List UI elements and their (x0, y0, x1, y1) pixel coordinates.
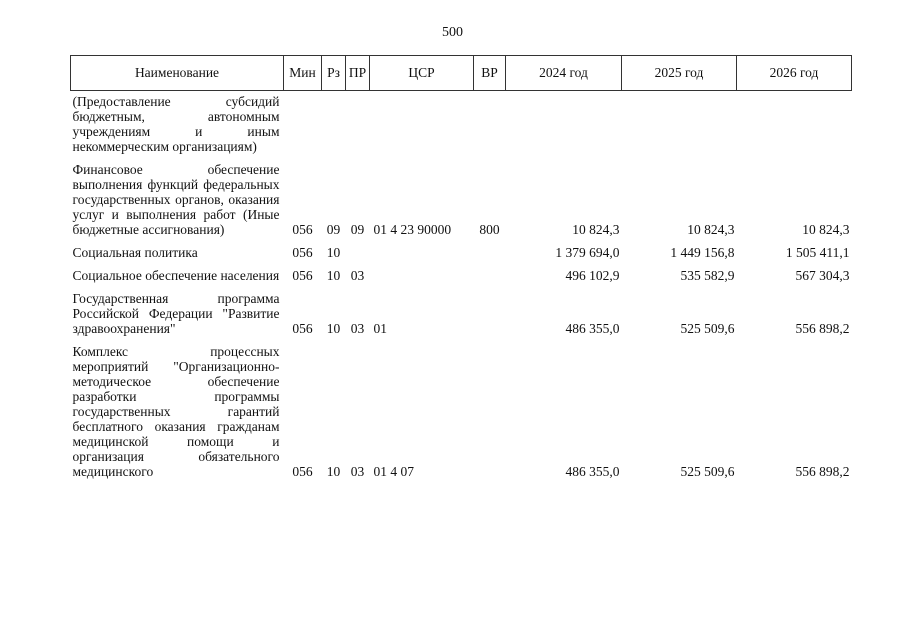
table-row (71, 242, 852, 265)
header-2024: 2024 год (506, 56, 622, 91)
row-vr (474, 265, 506, 288)
table-row (71, 341, 852, 484)
row-rz: 10 (326, 321, 341, 336)
row-min (284, 91, 322, 160)
row-2026: 10 824,3 (802, 222, 850, 237)
table-row (71, 288, 852, 341)
row-vr (474, 341, 506, 484)
row-2026: 1 505 411,1 (785, 245, 850, 260)
row-2024: 1 379 694,0 (555, 245, 620, 260)
row-rz (322, 91, 346, 160)
row-rz: 10 (326, 464, 341, 479)
header-rz: Рз (322, 56, 346, 91)
row-csr: 01 4 07 (373, 464, 414, 479)
row-csr (370, 242, 474, 265)
row-2024: 486 355,0 (565, 321, 620, 336)
row-min: 056 (292, 321, 313, 336)
row-name: Социальное обеспечение населения (72, 268, 280, 283)
row-pr: 03 (350, 268, 365, 283)
row-2026 (737, 91, 852, 160)
row-name: Финансовое обеспечение выполнения функций федеральных государственных органов, оказания услуг и выполнения работ (Иные бюджетные ассигнования) (72, 162, 280, 237)
row-2026: 556 898,2 (795, 464, 850, 479)
row-2026: 567 304,3 (795, 268, 850, 283)
header-2025: 2025 год (622, 56, 737, 91)
row-min: 056 (292, 222, 313, 237)
table-row (71, 91, 852, 160)
row-vr (474, 242, 506, 265)
page-number: 500 (442, 25, 463, 40)
row-csr: 01 (373, 321, 387, 336)
table-header (71, 56, 852, 91)
row-csr: 01 4 23 90000 (373, 222, 452, 237)
row-2025: 525 509,6 (680, 321, 735, 336)
row-rz: 09 (326, 222, 341, 237)
row-2026: 556 898,2 (795, 321, 850, 336)
header-pr: ПР (346, 56, 370, 91)
row-2025: 535 582,9 (680, 268, 735, 283)
row-min: 056 (292, 245, 313, 260)
table-row (71, 265, 852, 288)
row-csr (370, 91, 474, 160)
budget-table (70, 55, 852, 484)
header-min: Мин (284, 56, 322, 91)
row-name: (Предоставление субсидий бюджетным, автономным учреждениям и иным некоммерческим организациям) (72, 94, 280, 154)
row-vr (474, 288, 506, 341)
table-row (71, 159, 852, 242)
row-rz: 10 (326, 245, 341, 260)
row-2025: 525 509,6 (680, 464, 735, 479)
row-name: Комплекс процессных мероприятий "Организационно-методическое обеспечение разработки программы государственных гарантий бесплатного оказания гражданам медицинской помощи и организация обязательного медицинского (72, 344, 280, 479)
header-2026: 2026 год (737, 56, 852, 91)
header-vr: ВР (474, 56, 506, 91)
header-name: Наименование (71, 56, 284, 91)
row-2024: 486 355,0 (565, 464, 620, 479)
row-2025: 1 449 156,8 (670, 245, 735, 260)
row-rz: 10 (326, 268, 341, 283)
row-pr (346, 91, 370, 160)
row-pr (346, 242, 370, 265)
row-2024 (506, 91, 622, 160)
header-csr: ЦСР (370, 56, 474, 91)
row-vr (474, 91, 506, 160)
row-pr: 03 (350, 321, 365, 336)
row-2025: 10 824,3 (687, 222, 735, 237)
row-2025 (622, 91, 737, 160)
row-vr: 800 (479, 222, 500, 237)
row-pr: 09 (350, 222, 365, 237)
row-name: Государственная программа Российской Федерации "Развитие здравоохранения" (72, 291, 280, 336)
row-csr (370, 265, 474, 288)
row-name: Социальная политика (72, 245, 198, 260)
row-2024: 10 824,3 (572, 222, 620, 237)
row-2024: 496 102,9 (565, 268, 620, 283)
row-pr: 03 (350, 464, 365, 479)
row-min: 056 (292, 268, 313, 283)
row-min: 056 (292, 464, 313, 479)
